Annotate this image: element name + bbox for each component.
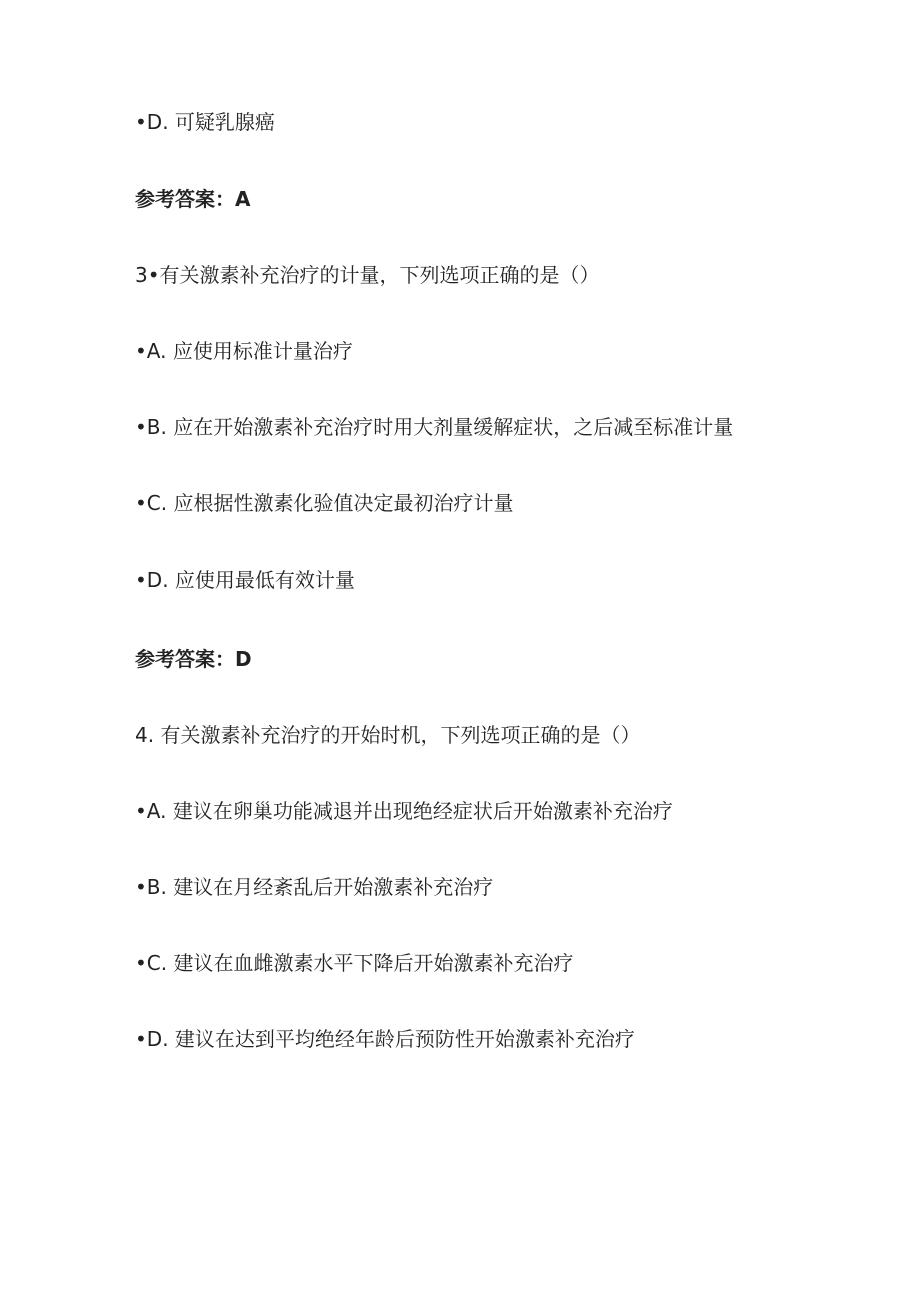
- question-4: 4. 有关激素补充治疗的开始时机，下列选项正确的是（）: [135, 723, 641, 747]
- option-3d: •D. 应使用最低有效计量: [135, 568, 355, 592]
- option-2d: •D. 可疑乳腺癌: [135, 110, 275, 134]
- option-4d: •D. 建议在达到平均绝经年龄后预防性开始激素补充治疗: [135, 1027, 635, 1051]
- answer-2: 参考答案：A: [135, 187, 251, 211]
- answer-3: 参考答案：D: [135, 647, 252, 671]
- option-4b: •B. 建议在月经紊乱后开始激素补充治疗: [135, 875, 494, 899]
- option-3a: •A. 应使用标准计量治疗: [135, 339, 353, 363]
- option-3c: •C. 应根据性激素化验值决定最初治疗计量: [135, 491, 514, 515]
- option-4a: •A. 建议在卵巢功能减退并出现绝经症状后开始激素补充治疗: [135, 799, 673, 823]
- option-4c: •C. 建议在血雌激素水平下降后开始激素补充治疗: [135, 951, 574, 975]
- option-3b: •B. 应在开始激素补充治疗时用大剂量缓解症状，之后减至标准计量: [135, 415, 734, 439]
- question-3: 3•有关激素补充治疗的计量，下列选项正确的是（）: [135, 263, 600, 287]
